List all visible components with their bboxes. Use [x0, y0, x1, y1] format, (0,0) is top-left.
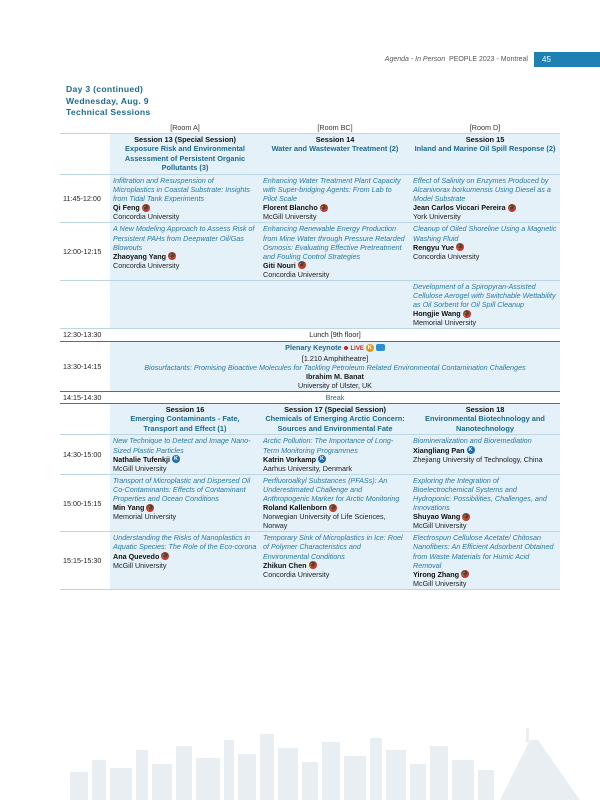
graduation-cap-icon: 🎓: [456, 244, 464, 251]
talk-row: [60, 474, 560, 532]
speaker-name: Zhikun Chen: [263, 560, 307, 570]
schedule-table: [60, 122, 560, 590]
session-title: Inland and Marine Oil Spill Response (2): [414, 144, 556, 154]
speaker-name: Florent Blancho: [263, 203, 318, 213]
graduation-cap-icon: 🎓: [461, 571, 469, 578]
speaker-name: Nathalie Tufenkji: [113, 454, 170, 464]
page-header: [385, 52, 600, 67]
talk-cell: [410, 174, 560, 222]
room-label: [Room A]: [110, 122, 260, 134]
session-header-row: [60, 404, 560, 435]
header-text: Agenda - In Person PEOPLE 2023 - Montreal: [384, 56, 528, 63]
talk-cell: [260, 532, 410, 590]
live-dot-icon: [344, 346, 348, 350]
talk-title: New Technique to Detect and Image Nano-Sized Plastic Particles: [113, 436, 251, 455]
speaker: [113, 503, 257, 512]
graduation-cap-icon: 🎓: [320, 204, 328, 211]
time-slot: 15:00-15:15: [60, 474, 110, 532]
time-slot: 12:00-12:15: [60, 223, 110, 281]
talk-title: Development of a Spiropyran-Assisted Cellulose Aerogel with Switchable Wettability as Oil Sorbent for Oil Spill Cleanup: [413, 282, 556, 310]
session-header: [260, 134, 410, 175]
keynote-cell: [110, 341, 560, 391]
session-header: [410, 404, 560, 435]
graduation-cap-icon: 🎓: [309, 562, 316, 569]
affiliation: McGill University: [263, 212, 317, 222]
break-row: [60, 392, 560, 404]
talk-cell: [260, 474, 410, 532]
speaker: [263, 203, 407, 212]
speaker-name: Yirong Zhang: [413, 569, 460, 579]
keynote-row: [60, 341, 560, 391]
speaker-name: Jean Carlos Viccari Pereira: [413, 203, 506, 213]
break-label: Break: [110, 392, 560, 404]
speaker-name: Zhaoyang Yang: [113, 251, 166, 261]
speaker: [413, 570, 557, 579]
session-title: Emerging Contaminants - Fate, Transport and Effect (1): [130, 414, 240, 433]
talk-cell: [110, 223, 260, 281]
talk-title: Exploring the Integration of Bioelectrochemical Systems and Hydroponic: Possibilities, Challenges, and Innovations: [413, 475, 547, 513]
keynote-room: [1.210 Amphitheatre]: [301, 353, 369, 363]
session-title: Water and Wastewater Treatment (2): [271, 144, 399, 154]
speaker-name: Min Yang: [113, 503, 145, 513]
graduation-cap-icon: 🎓: [329, 504, 337, 511]
graduation-cap-icon: 🎓: [146, 504, 154, 511]
speaker: [113, 252, 257, 261]
speaker: [413, 309, 557, 318]
affiliation: Concordia University: [113, 212, 180, 222]
session-number: Session 13 (Special Session): [134, 135, 236, 145]
keynote-speaker: Ibrahim M. Banat: [306, 371, 364, 381]
affiliation: Zhejiang University of Technology, China: [413, 454, 543, 464]
talk-row: [60, 223, 560, 281]
graduation-cap-icon: 🎓: [161, 553, 169, 560]
speaker: [413, 243, 557, 252]
talk-cell: [110, 532, 260, 590]
session-header: [110, 134, 260, 175]
talk-row: [60, 174, 560, 222]
graduation-cap-icon: 🎓: [463, 310, 471, 317]
talk-title: Understanding the Risks of Nanoplastics in Aquatic Species: The Role of the Eco-corona: [113, 533, 257, 552]
speaker-name: Giti Nouri: [263, 260, 296, 270]
session-number: Session 18: [465, 405, 505, 415]
keynote-k-icon: K: [172, 455, 180, 463]
session-title: Chemicals of Emerging Arctic Concern: Sources and Environmental Fate: [265, 414, 405, 433]
talk-cell: [110, 281, 260, 329]
talk-title: Electrospun Cellulose Acetate/ Chitosan Nanofibers: An Efficient Adsorbent Obtained from Waste Materials for Humic Acid Removal: [413, 533, 554, 570]
talk-row: [60, 435, 560, 474]
affiliation: Memorial University: [113, 512, 177, 522]
keynote-affiliation: University of Ulster, UK: [298, 380, 372, 390]
speaker-name: Ana Quevedo: [113, 551, 160, 561]
talk-title: Enhancing Renewable Energy Production from Mine Water through Pressure Retarded Osmosis: Evaluating Effective Pretreatment and Fouling Control Strategies: [263, 224, 405, 261]
affiliation: McGill University: [113, 560, 167, 570]
session-title: Exposure Risk and Environmental Assessment of Persistent Organic Pollutants (3): [124, 144, 246, 173]
time-slot: 11:45-12:00: [60, 174, 110, 222]
speaker: [413, 203, 557, 212]
talk-cell: [110, 435, 260, 474]
speaker: [413, 512, 557, 521]
affiliation: Concordia University: [413, 251, 480, 261]
affiliation: Concordia University: [263, 269, 330, 279]
video-camera-icon: [376, 344, 385, 351]
session-header: [260, 404, 410, 435]
affiliation: McGill University: [413, 521, 467, 531]
talk-title: Enhancing Water Treatment Plant Capacity with Super-bridging Agents: From Lab to Pilot Scale: [263, 175, 401, 204]
affiliation: Norwegian University of Life Sciences, Norway: [263, 512, 386, 531]
talk-cell: [410, 474, 560, 532]
talk-title: Effect of Salinity on Enzymes Produced by Alcanivorax borkumensis Using Diesel as a Model Substrate: [413, 175, 551, 204]
keynote-k-icon: K: [467, 446, 475, 454]
affiliation: York University: [413, 212, 461, 222]
talk-cell: [410, 435, 560, 474]
session-header-row: [60, 134, 560, 175]
talk-title: Cleanup of Oiled Shoreline Using a Magnetic Washing Fluid: [413, 224, 557, 243]
keynote-title: Biosurfactants: Promising Bioactive Molecules for Tackling Petroleum Related Environmental Contamination Challenges: [144, 362, 526, 372]
affiliation: Concordia University: [263, 569, 330, 579]
time-slot: 15:15-15:30: [60, 532, 110, 590]
speaker: [113, 552, 257, 561]
day-heading: Day 3 (continued) Wednesday, Aug. 9 Technical Sessions: [66, 84, 151, 117]
speaker: [263, 261, 407, 270]
session-title: Environmental Biotechnology and Nanotechnology: [425, 414, 545, 433]
talk-cell: [110, 174, 260, 222]
talk-title: A New Modeling Approach to Assess Risk of Persistent PAHs from Deepwater Oil/Gas Blowouts: [113, 224, 255, 252]
time-slot: 13:30-14:15: [60, 341, 110, 391]
affiliation: McGill University: [113, 463, 167, 473]
affiliation: Concordia University: [113, 260, 180, 270]
talk-row: [60, 532, 560, 590]
talk-title: Transport of Microplastic and Dispersed Oil Co-Contaminants: Effects of Contaminant Properties and Ocean Conditions: [113, 475, 251, 503]
affiliation: Aarhus University, Denmark: [263, 463, 352, 473]
time-slot: 14:30-15:00: [60, 435, 110, 474]
graduation-cap-icon: 🎓: [168, 253, 176, 260]
talk-cell: [410, 223, 560, 281]
talk-row: [60, 281, 560, 329]
room-label: [Room BC]: [260, 122, 410, 134]
talk-cell: [110, 474, 260, 532]
talk-title: Infiltration and Resuspension of Microplastics in Coastal Substrate: Insights from Tidal Tank Experiments: [113, 175, 251, 204]
keynote-k-icon: K: [318, 455, 326, 463]
talk-title: Perfluoroalkyl Substances (PFASs): An Underestimated Challenge and Anthropogenic Marker for Arctic Monitoring: [263, 475, 400, 503]
city-skyline-illustration: [60, 720, 600, 800]
speaker: [263, 561, 407, 570]
speaker: [263, 455, 407, 464]
affiliation: Memorial University: [413, 318, 477, 328]
keynote-label: Plenary Keynote: [285, 342, 342, 352]
speaker-name: Rengyu Yue: [413, 242, 455, 252]
talk-title: Temporary Sink of Microplastics in Ice: Roel of Polymer Characteristics and Environmental Conditions: [263, 533, 403, 561]
session-number: Session 16: [165, 405, 205, 415]
session-number: Session 14: [315, 135, 355, 145]
speaker-name: Hongjie Wang: [413, 309, 461, 319]
page-number: 45: [534, 52, 600, 67]
speaker: [413, 446, 557, 455]
time-slot: 12:30-13:30: [60, 329, 110, 341]
live-badge: LIVE: [350, 345, 364, 352]
speaker-name: Roland Kallenborn: [263, 503, 327, 513]
room-label: [Room D]: [410, 122, 560, 134]
talk-title: Biomineralization and Bioremediation: [413, 436, 532, 446]
graduation-cap-icon: 🎓: [142, 204, 150, 211]
speaker-name: Qi Feng: [113, 203, 140, 213]
affiliation: McGill University: [413, 578, 467, 588]
talk-title: Arctic Pollution: The Importance of Long-Term Monitoring Programmes: [263, 436, 394, 455]
speaker-name: Xiangliang Pan: [413, 445, 465, 455]
graduation-cap-icon: 🎓: [298, 262, 306, 269]
talk-cell: [410, 532, 560, 590]
talk-cell: [260, 281, 410, 329]
session-header: [410, 134, 560, 175]
session-header: [110, 404, 260, 435]
time-slot: 14:15-14:30: [60, 392, 110, 404]
room-row: [60, 122, 560, 134]
session-number: Session 17 (Special Session): [284, 405, 386, 415]
talk-cell: [260, 174, 410, 222]
speaker: [113, 455, 257, 464]
speaker: [263, 503, 407, 512]
keynote-k-icon: K: [366, 344, 374, 352]
graduation-cap-icon: 🎓: [462, 513, 470, 520]
lunch-row: [60, 329, 560, 341]
talk-cell: [260, 435, 410, 474]
talk-cell: [410, 281, 560, 329]
talk-cell: [260, 223, 410, 281]
speaker: [113, 203, 257, 212]
session-number: Session 15: [465, 135, 505, 145]
lunch-label: Lunch [9th floor]: [110, 329, 560, 341]
speaker-name: Shuyao Wang: [413, 512, 461, 522]
speaker-name: Katrin Vorkamp: [263, 454, 316, 464]
time-slot: [60, 281, 110, 329]
graduation-cap-icon: 🎓: [508, 204, 515, 211]
